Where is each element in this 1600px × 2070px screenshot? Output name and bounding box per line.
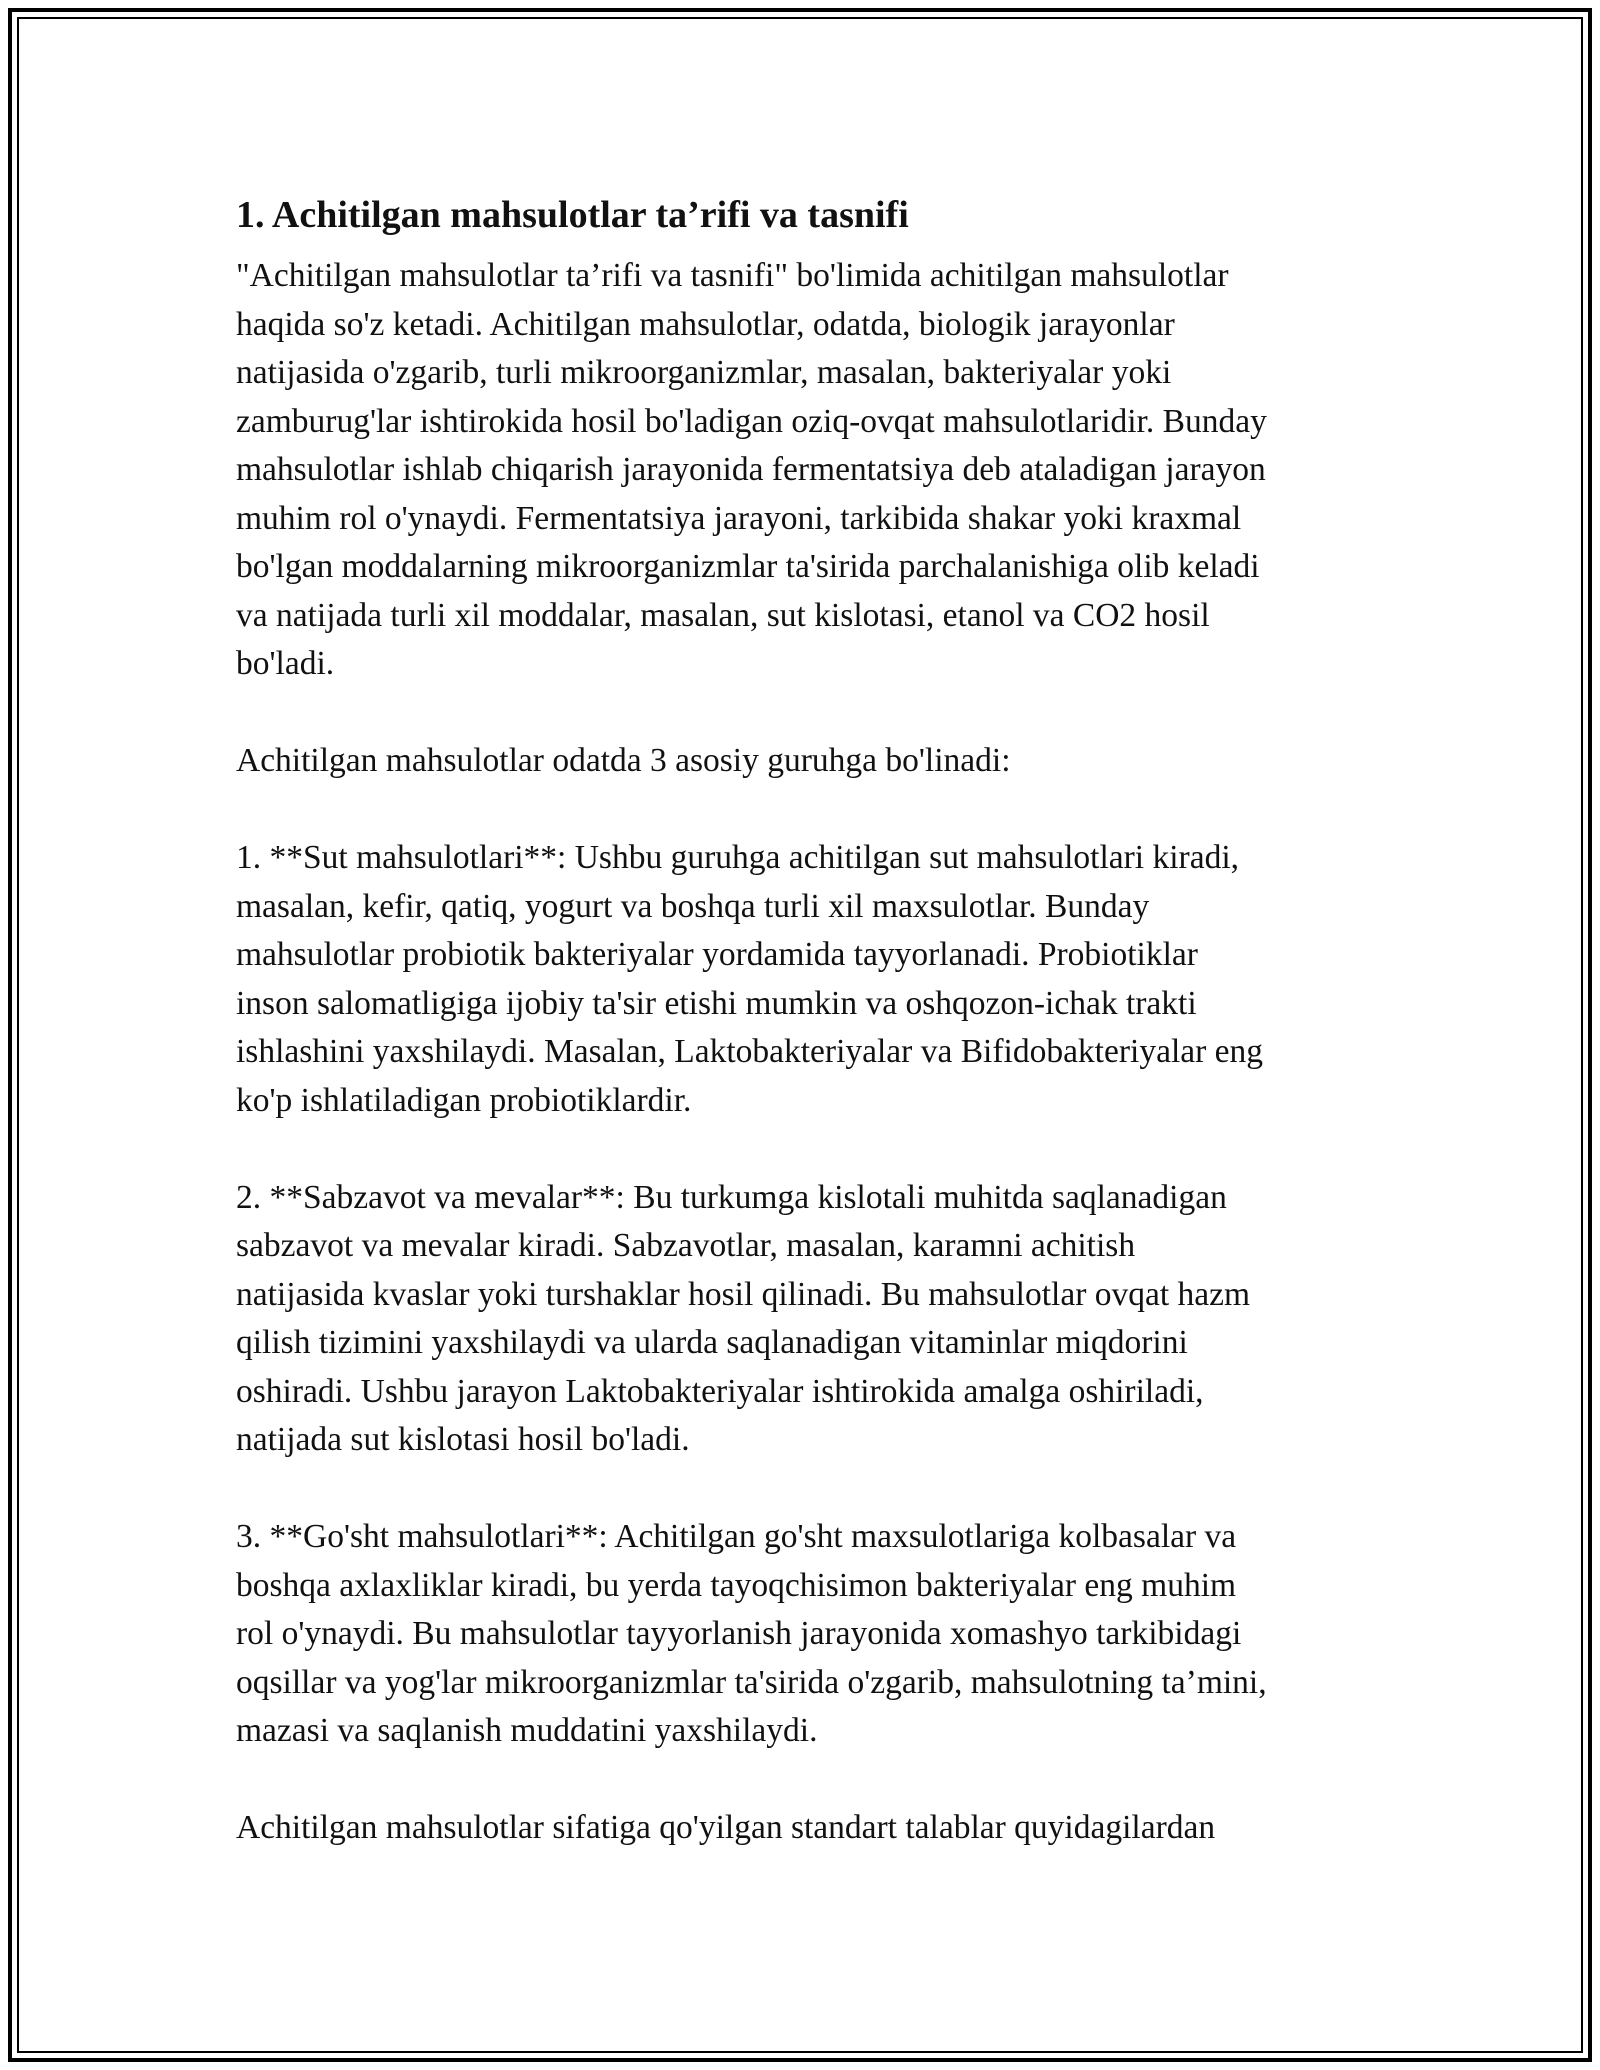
list-item-meat-products: 3. **Go'sht mahsulotlari**: Achitilgan go'sht maxsulotlariga kolbasalar va boshqa axlaxliklar kiradi, bu yerda tayoqchisimon bakteriyalar eng muhim rol o'ynaydi. Bu mahsulotlar tayyorlanish jarayonida xomashyo tarkibidagi oqsillar va yog'lar mikroorganizmlar ta'sirida o'zgarib, mahsulotning ta’mini, mazasi va saqlanish muddatini yaxshilaydi.: [236, 1518, 1267, 1749]
list-item-dairy-products: 1. **Sut mahsulotlari**: Ushbu guruhga achitilgan sut mahsulotlari kiradi, masalan, kefir, qatiq, yogurt va boshqa turli xil maxsulotlar. Bunday mahsulotlar probiotik bakteriyalar yordamida tayyorlanadi. Probiotiklar inson salomatligiga ijobiy ta'sir etishi mumkin va oshqozon-ichak trakti ishlashini yaxshilaydi. Masalan, Laktobakteriyalar va Bifidobakteriyalar eng ko'p ishlatiladigan probiotiklardir.: [236, 839, 1264, 1119]
paragraph-definition: "Achitilgan mahsulotlar ta’rifi va tasnifi" bo'limida achitilgan mahsulotlar haqida so'z ketadi. Achitilgan mahsulotlar, odatda, biologik jarayonlar natijasida o'zgarib, turli mikroorganizmlar, masalan, bakteriyalar yoki zamburug'lar ishtirokida hosil bo'ladigan oziq-ovqat mahsulotlaridir. Bunday mahsulotlar ishlab chiqarish jarayonida fermentatsiya deb ataladigan jarayon muhim rol o'ynaydi. Fermentatsiya jarayoni, tarkibida shakar yoki kraxmal bo'lgan moddalarning mikroorganizmlar ta'sirida parchalanishiga olib keladi va natijada turli xil moddalar, masalan, sut kislotasi, etanol va CO2 hosil bo'ladi.: [236, 257, 1267, 682]
document-body: [236, 186, 1376, 1853]
paragraph-standards: Achitilgan mahsulotlar sifatiga qo'yilgan standart talablar quyidagilardan: [236, 1809, 1216, 1846]
paragraph-groups-intro: Achitilgan mahsulotlar odatda 3 asosiy guruhga bo'linadi:: [236, 742, 1011, 779]
list-item-vegetables-fruits: 2. **Sabzavot va mevalar**: Bu turkumga kislotali muhitda saqlanadigan sabzavot va mevalar kiradi. Sabzavotlar, masalan, karamni achitish natijasida kvaslar yoki turshaklar hosil qilinadi. Bu mahsulotlar ovqat hazm qilish tizimini yaxshilaydi va ularda saqlanadigan vitaminlar miqdorini oshiradi. Ushbu jarayon Laktobakteriyalar ishtirokida amalga oshiriladi, natijada sut kislotasi hosil bo'ladi.: [236, 1178, 1251, 1458]
section-heading: 1. Achitilgan mahsulotlar ta’rifi va tasnifi: [236, 194, 909, 236]
